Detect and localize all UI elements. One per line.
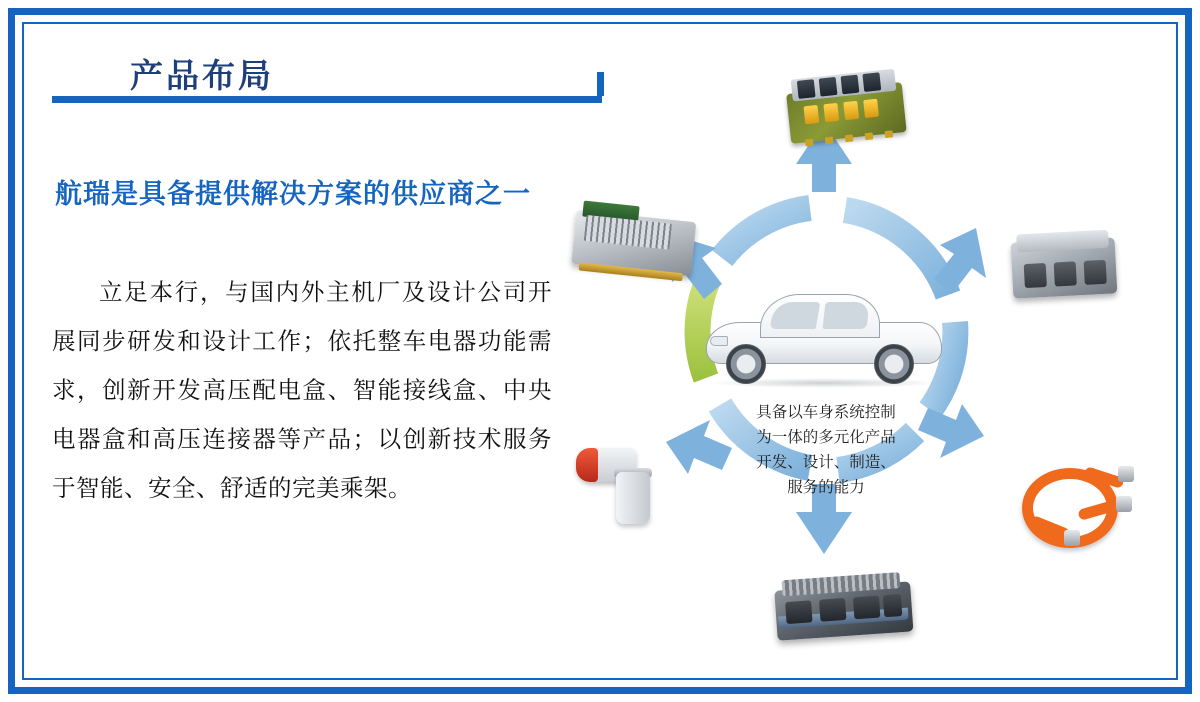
pcb-fuse-1 (803, 105, 819, 124)
body-paragraph: 立足本行，与国内外主机厂及设计公司开展同步研发和设计工作；依托整车电器功能需求，创新开发高压配电盒、智能接线盒、中央电器盒和高压连接器等产品；以创新技术服务于智能、安全、舒适的完美乘架。 (52, 278, 552, 502)
center-caption-line-1: 具备以车身系统控制 (756, 403, 896, 421)
product-pcb-relay-module (785, 68, 908, 150)
pcb-pin-5 (885, 130, 894, 138)
pcb-pin-2 (825, 137, 834, 145)
product-finned-control-module (566, 194, 702, 289)
hv-connector-red-cap (576, 448, 598, 482)
product-hv-connector (576, 438, 686, 530)
subtitle: 航瑞是具备提供解决方案的供应商之一 (55, 179, 531, 210)
pcb-pin-1 (805, 139, 814, 147)
center-caption-line-3: 开发、设计、制造、 (756, 453, 896, 471)
center-caption-line-2: 为一体的多元化产品 (756, 428, 896, 446)
controller-connector-3 (853, 596, 880, 620)
pcb-relay-3 (841, 75, 860, 95)
junction-box-connector-1 (1024, 263, 1047, 288)
junction-box-connector-2 (1054, 261, 1077, 286)
pcb-fuse-3 (843, 101, 859, 120)
page-title: 产品布局 (130, 56, 274, 95)
product-power-distribution-controller (767, 567, 922, 659)
car-wheel-rear (874, 344, 914, 384)
center-caption (718, 400, 934, 500)
car-illustration (698, 278, 948, 398)
pcb-fuse-2 (823, 103, 839, 122)
product-layout-diagram (570, 60, 1170, 660)
car-headlight (710, 336, 728, 346)
controller-connector-2 (819, 598, 846, 622)
car-window-rear (823, 302, 870, 329)
center-caption-line-4: 服务的能力 (787, 478, 865, 496)
junction-box-connector-3 (1084, 260, 1107, 285)
pcb-relay-1 (797, 79, 816, 99)
pcb-relay-2 (819, 77, 838, 97)
controller-connector-1 (785, 600, 812, 624)
product-metal-junction-box (1006, 229, 1122, 309)
title-underline-bar (52, 96, 602, 103)
title-block (52, 56, 602, 112)
hv-connector-body (616, 472, 650, 524)
pcb-pin-4 (865, 132, 874, 140)
pcb-fuse-4 (863, 99, 879, 118)
car-wheel-front (726, 344, 766, 384)
pcb-relay-4 (862, 72, 881, 92)
controller-connector-4 (883, 594, 902, 617)
pcb-pin-3 (845, 134, 854, 142)
harness-terminal-3 (1064, 530, 1080, 546)
harness-terminal-1 (1118, 466, 1134, 482)
product-orange-hv-harness (1006, 452, 1136, 552)
harness-terminal-2 (1116, 496, 1132, 512)
